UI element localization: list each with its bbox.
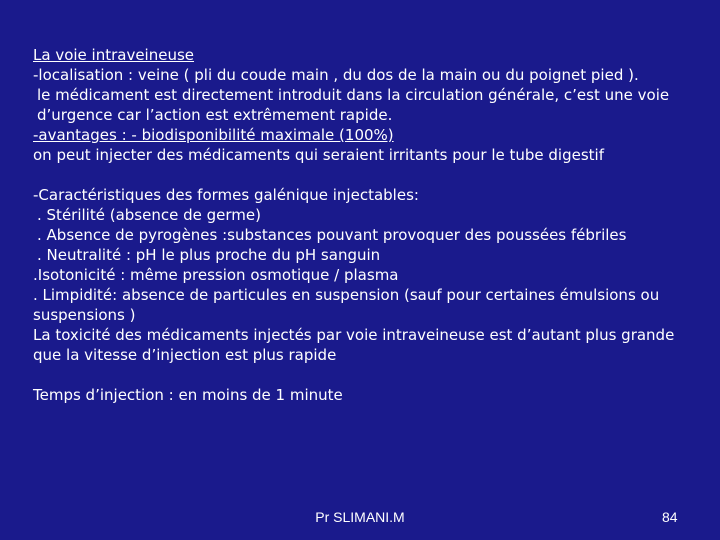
line-neutralite: . Neutralité : pH le plus proche du pH sanguin xyxy=(37,246,381,264)
line-medicament: le médicament est directement introduit dans la circulation générale, c’est une voie d’urgence car l’action est extrêmement rapide. xyxy=(37,86,670,124)
line-injecter: on peut injecter des médicaments qui seraient irritants pour le tube digestif xyxy=(33,146,604,164)
footer-author: Pr SLIMANI.M xyxy=(315,509,405,525)
page-number: 84 xyxy=(662,509,678,525)
line-avantages: -avantages : - biodisponibilité maximale (100%) xyxy=(33,126,394,144)
line-pyrogenes: . Absence de pyrogènes :substances pouvant provoquer des poussées fébriles xyxy=(37,226,627,244)
line-limpidite: . Limpidité: absence de particules en suspension (sauf pour certaines émulsions ou suspensions ) xyxy=(33,286,660,324)
spacer xyxy=(33,165,705,185)
slide-content xyxy=(33,45,705,405)
slide-title: La voie intraveineuse xyxy=(33,46,195,64)
spacer xyxy=(33,365,705,385)
line-isotonicite: .Isotonicité : même pression osmotique / plasma xyxy=(33,266,399,284)
line-localisation: -localisation : veine ( pli du coude main , du dos de la main ou du poignet pied ). xyxy=(33,66,639,84)
line-toxicite: La toxicité des médicaments injectés par voie intraveineuse est d’autant plus grande que la vitesse d’injection est plus rapide xyxy=(33,326,675,364)
line-sterilite: . Stérilité (absence de germe) xyxy=(37,206,261,224)
line-caracteristiques: -Caractéristiques des formes galénique injectables: xyxy=(33,186,419,204)
line-temps-injection: Temps d’injection : en moins de 1 minute xyxy=(33,386,343,404)
